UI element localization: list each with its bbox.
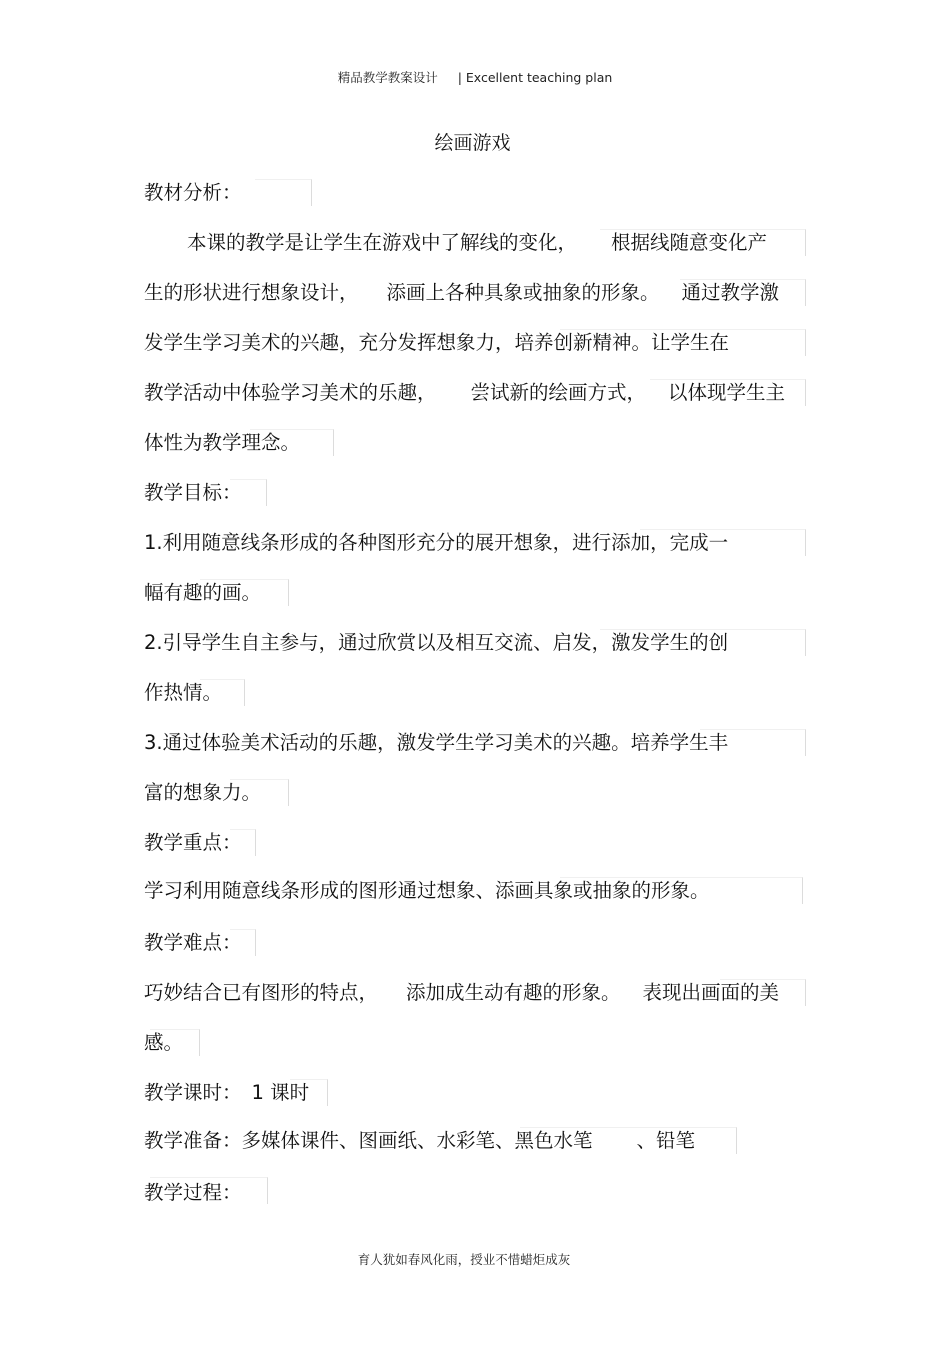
section-heading-class-hours: 教学课时： 1 课时 [144, 1081, 310, 1104]
list-item-continuation: 富的想象力。 [144, 781, 262, 804]
document-title: 绘画游戏 [434, 132, 511, 154]
list-item: 3.通过体验美术活动的乐趣，激发学生学习美术的兴趣。培养学生丰 [144, 731, 729, 754]
page-footer: 育人犹如春风化雨，授业不惜蜡炬成灰 [357, 1252, 571, 1267]
section-heading-process: 教学过程： [144, 1181, 242, 1204]
paragraph-line: 发学生学习美术的兴趣，充分发挥想象力，培养创新精神。让学生在 [144, 331, 730, 354]
paragraph-line: 巧妙结合已有图形的特点， 添加成生动有趣的形象。 表现出画面的美 [144, 981, 780, 1004]
header-left: 精品教学教案设计 [337, 70, 438, 85]
paragraph-line: 生的形状进行想象设计， 添画上各种具象或抽象的形象。 通过教学激 [144, 281, 780, 304]
section-heading-preparation: 教学准备：多媒体课件、图画纸、水彩笔、黑色水笔 、铅笔 [144, 1129, 696, 1152]
list-item-continuation: 作热情。 [144, 681, 223, 704]
paragraph-line: 感。 [144, 1031, 184, 1054]
paragraph-line: 体性为教学理念。 [144, 431, 301, 454]
section-heading-objectives: 教学目标： [144, 481, 242, 504]
paragraph-line: 学习利用随意线条形成的图形通过想象、添画具象或抽象的形象。 [144, 879, 710, 902]
list-item: 2.引导学生自主参与，通过欣赏以及相互交流、启发，激发学生的创 [144, 631, 729, 654]
list-item-continuation: 幅有趣的画。 [144, 581, 262, 604]
box-artifact [255, 179, 312, 206]
header-right: | Excellent teaching plan [457, 70, 613, 85]
section-heading-difficulties: 教学难点： [144, 931, 242, 954]
section-heading-key-points: 教学重点： [144, 831, 242, 854]
paragraph-line: 教学活动中体验学习美术的乐趣， 尝试新的绘画方式， 以体现学生主 [144, 381, 786, 404]
list-item: 1.利用随意线条形成的各种图形充分的展开想象，进行添加，完成一 [144, 531, 729, 554]
paragraph-line: 本课的教学是让学生在游戏中了解线的变化， 根据线随意变化产 [187, 231, 768, 254]
page-header [0, 68, 950, 86]
section-heading-analysis: 教材分析： [144, 181, 242, 204]
